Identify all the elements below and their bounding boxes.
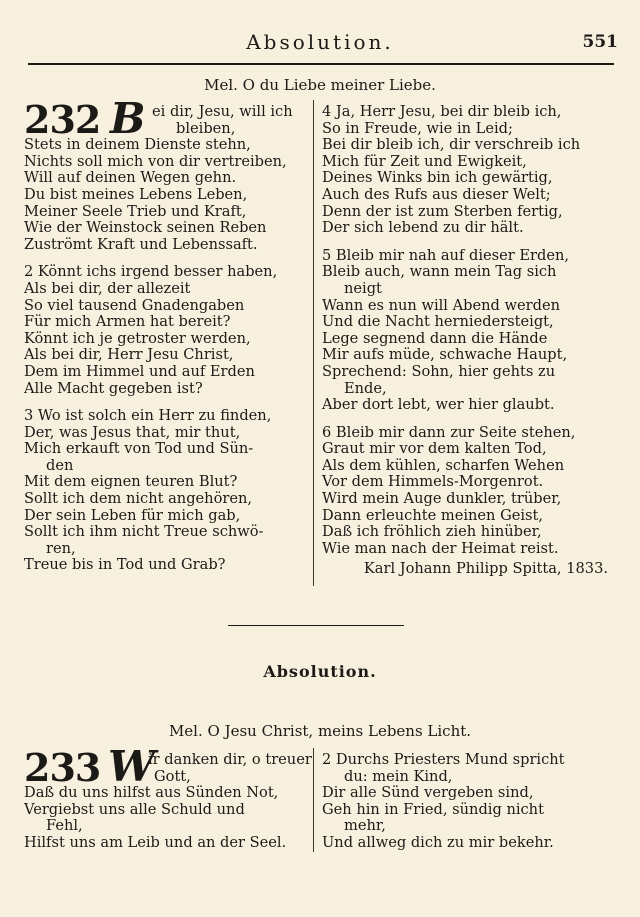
hymn-233-melody: Mel. O Jesu Christ, meins Lebens Licht. — [168, 722, 472, 740]
verse-line: ei dir, Jesu, will ich — [152, 103, 293, 120]
verse-line: Könnt ich je getroster werden, — [24, 329, 251, 347]
verse-line: Lege segnend dann die Hände — [322, 329, 548, 347]
verse-line: du: mein Kind, — [344, 767, 453, 785]
verse-line: Mir aufs müde, schwache Haupt, — [322, 346, 568, 364]
verse-line: Der sein Leben für mich gab, — [24, 506, 241, 524]
hymn-233-stanza-1 — [24, 742, 312, 852]
hymn-232-drop-cap: B — [110, 94, 146, 143]
hymn-232-author: Karl Johann Philipp Spitta, 1833. — [363, 560, 608, 578]
hymn-232-stanza-4 — [322, 104, 612, 237]
verse-line: mehr, — [344, 817, 386, 835]
verse-line: ir danken dir, o treuer — [148, 751, 312, 768]
verse-line: Fehl, — [46, 817, 83, 835]
verse-line: Vergiebst uns alle Schuld und — [24, 800, 245, 818]
verse-line: Sollt ich ihm nicht Treue schwö- — [24, 523, 264, 541]
verse-line: Als dem kühlen, scharfen Wehen — [322, 456, 565, 474]
verse-line: 6 Bleib mir dann zur Seite stehen, — [322, 423, 576, 441]
verse-line: Mich für Zeit und Ewigkeit, — [322, 152, 527, 170]
verse-line: Zuströmt Kraft und Lebenssaft. — [24, 235, 258, 253]
verse-line: Ende, — [344, 379, 387, 397]
verse-line: Treue bis in Tod und Grab? — [24, 556, 226, 574]
verse-line: Dem im Himmel und auf Erden — [24, 362, 255, 380]
hymn-232-number: 232 — [24, 97, 101, 142]
verse-line: Wann es nun will Abend werden — [322, 296, 560, 314]
verse-line: Vor dem Himmels-Morgenrot. — [322, 473, 544, 491]
verse-line: neigt — [344, 279, 382, 297]
verse-line: Deines Winks bin ich gewärtig, — [322, 169, 553, 187]
verse-line: 5 Bleib mir nah auf dieser Erden, — [322, 246, 570, 264]
verse-line: Aber dort lebt, wer hier glaubt. — [322, 396, 555, 414]
verse-line: Alle Macht gegeben ist? — [24, 379, 203, 397]
hymn-233-drop-cap: W — [108, 742, 156, 791]
verse-line: Daß ich fröhlich zieh hinüber, — [322, 523, 542, 541]
page-number: 551 — [582, 32, 618, 52]
page-header — [22, 30, 618, 60]
verse-line: Du bist meines Lebens Leben, — [24, 185, 248, 203]
verse-line: Graut mir vor dem kalten Tod, — [322, 440, 547, 458]
verse-line: Wie man nach der Heimat reist. — [322, 539, 559, 557]
hymn-233-stanza-2 — [322, 752, 612, 852]
verse-line: Daß du uns hilfst aus Sünden Not, — [24, 784, 279, 802]
verse-line: Als bei dir, der allezeit — [24, 279, 191, 297]
hymn-232-melody: Mel. O du Liebe meiner Liebe. — [204, 76, 436, 94]
section-separator — [228, 625, 404, 626]
verse-line: Geh hin in Fried, sündig nicht — [322, 800, 544, 818]
hymn-232-left-column — [24, 94, 304, 585]
verse-line: Hilfst uns am Leib und an der Seel. — [24, 833, 287, 851]
verse-line: Dir alle Sünd vergeben sind, — [322, 784, 534, 802]
hymn-232-stanza-2 — [24, 264, 304, 397]
verse-line: Als bei dir, Herr Jesu Christ, — [24, 346, 234, 364]
hymn-232-stanza-6 — [322, 425, 612, 578]
verse-line: Wird mein Auge dunkler, trüber, — [322, 490, 562, 508]
hymn-233-number: 233 — [24, 745, 101, 790]
verse-line: Gott, — [154, 767, 191, 785]
verse-line: ren, — [46, 539, 76, 557]
verse-line: Mich erkauft von Tod und Sün- — [24, 440, 254, 458]
verse-line: Sollt ich dem nicht angehören, — [24, 490, 253, 508]
header-rule — [28, 63, 614, 65]
verse-line: 2 Könnt ichs irgend besser haben, — [24, 263, 278, 281]
verse-line: Und allweg dich zu mir bekehr. — [322, 833, 554, 851]
verse-line: Wie der Weinstock seinen Reben — [24, 219, 267, 237]
verse-line: Nichts soll mich von dir vertreiben, — [24, 152, 287, 170]
verse-line: bleiben, — [176, 119, 236, 137]
verse-line: Bleib auch, wann mein Tag sich — [322, 263, 557, 281]
verse-line: Denn der ist zum Sterben fertig, — [322, 202, 563, 220]
verse-line: Meiner Seele Trieb und Kraft, — [24, 202, 247, 220]
hymn-233-left-column — [24, 742, 312, 863]
section-title: Absolution. — [263, 662, 377, 681]
verse-line: Dann erleuchte meinen Geist, — [322, 506, 544, 524]
verse-line: Stets in deinem Dienste stehn, — [24, 136, 251, 154]
verse-line: Mit dem eignen teuren Blut? — [24, 473, 238, 491]
verse-line: So viel tausend Gnadengaben — [24, 296, 245, 314]
hymn-232-stanza-3 — [24, 408, 304, 574]
verse-line: 3 Wo ist solch ein Herr zu finden, — [24, 407, 272, 425]
verse-line: 4 Ja, Herr Jesu, bei dir bleib ich, — [322, 103, 562, 120]
verse-line: 2 Durchs Priesters Mund spricht — [322, 751, 565, 768]
verse-line: Und die Nacht herniedersteigt, — [322, 313, 554, 331]
verse-line: Für mich Armen hat bereit? — [24, 313, 231, 331]
hymn-232-stanza-5 — [322, 248, 612, 414]
hymn-232-right-column — [322, 104, 612, 589]
verse-line: Der sich lebend zu dir hält. — [322, 219, 524, 237]
running-title: Absolution. — [246, 30, 394, 54]
verse-line: Sprechend: Sohn, hier gehts zu — [322, 362, 556, 380]
verse-line: Auch des Rufs aus dieser Welt; — [322, 185, 551, 203]
verse-line: den — [46, 456, 74, 474]
verse-line: Der, was Jesus that, mir thut, — [24, 423, 241, 441]
column-divider-232 — [313, 100, 314, 586]
verse-line: Bei dir bleib ich, dir verschreib ich — [322, 136, 581, 154]
verse-line: Will auf deinen Wegen gehn. — [24, 169, 237, 187]
hymn-233-right-column — [322, 752, 612, 863]
hymn-232-stanza-1 — [24, 94, 304, 253]
verse-line: So in Freude, wie in Leid; — [322, 119, 513, 137]
column-divider-233 — [313, 748, 314, 852]
